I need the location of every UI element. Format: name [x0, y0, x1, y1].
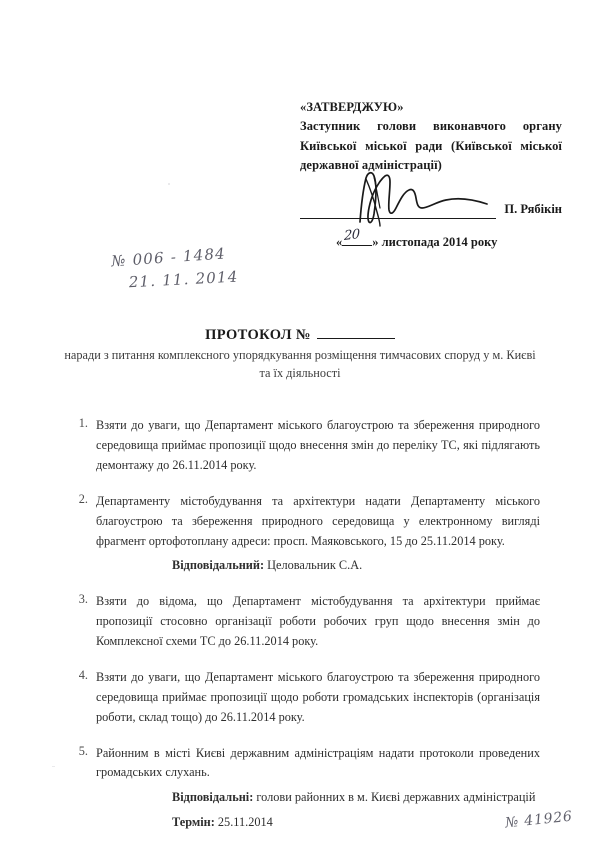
list-item — [72, 592, 540, 652]
handwritten-signature-icon — [330, 170, 545, 228]
handwritten-registration-date: 21. 11. 2014 — [128, 267, 239, 292]
protocol-number-blank — [317, 326, 395, 339]
approval-block — [300, 98, 562, 250]
deadline-value: 25.11.2014 — [217, 815, 273, 830]
approval-line-2: Київської міської ради (Київської міської — [300, 138, 562, 153]
signature-row — [300, 202, 562, 224]
date-quote-close: » — [372, 235, 379, 249]
handwritten-bottom-mark: № 41926 — [504, 808, 574, 832]
approval-line-3: державної адміністрації) — [300, 158, 442, 173]
handwritten-registration-note — [111, 242, 240, 297]
page-subtitle — [60, 347, 540, 383]
list-item-text: Взяти до уваги, що Департамент міського благоустрою та збереження природного середовища приймає пропозиції щодо внесення змін до переліку ТС, які підлягають демонтажу до 26.11.2014 року. — [96, 418, 540, 472]
approval-date-rest: листопада 2014 року — [381, 235, 498, 249]
date-day-slot — [342, 226, 372, 246]
list-item-number: 1. — [78, 416, 88, 430]
date-quote-open: « — [336, 235, 343, 249]
list-item-text: Департаменту містобудування та архітектури надати Департаменту міського благоустрою та збереження природного середовища у електронному вигляді фрагмент ортофотоплану адреси: просп. Маяковського, 15 до 25.11.2014 року. — [96, 493, 540, 548]
handwritten-day: 20 — [344, 226, 360, 245]
protocol-items-list — [72, 416, 540, 849]
list-item-responsible — [96, 556, 540, 576]
list-item — [72, 416, 540, 476]
list-item-number: 2. — [78, 491, 88, 506]
deadline-label: Термін: — [172, 815, 215, 830]
responsible-label: Відповідальний: — [172, 558, 265, 573]
list-item-deadline — [96, 813, 540, 833]
list-item — [72, 744, 540, 833]
responsible-value: Целовальник С.А. — [267, 558, 363, 573]
responsible-value: голови районних в м. Києві державних адміністрацій — [256, 790, 536, 805]
page-title — [0, 326, 600, 344]
list-item-number: 3. — [78, 592, 88, 607]
signature-rule — [300, 218, 496, 219]
responsible-label: Відповідальні: — [172, 790, 254, 805]
approval-date-row — [300, 226, 562, 250]
handwritten-registration-number: № 006 - 1484 — [110, 244, 227, 271]
page-subtitle-line-1: наради з питання комплексного упорядкування розміщення тимчасових споруд у — [64, 348, 490, 362]
approval-line-1: Заступник голови виконавчого органу — [300, 118, 562, 133]
page-subtitle-line-2: м. Києві та їх діяльності — [259, 348, 536, 380]
list-item-responsible — [96, 788, 540, 808]
scan-noise — [52, 766, 55, 767]
list-item-text: Районним в місті Києві державним адміністраціям надати протоколи проведених громадських слухань. — [96, 745, 540, 780]
approval-heading: «ЗАТВЕРДЖУЮ» — [300, 100, 404, 114]
list-item — [72, 668, 540, 728]
page-title-text: ПРОТОКОЛ № — [205, 327, 311, 343]
approval-signatory-name: П. Рябікін — [504, 202, 562, 216]
list-item — [72, 492, 540, 576]
list-item-text: Взяти до відома, що Департамент містобудування та архітектури приймає пропозиції стосовно організації роботи робочих груп щодо внесення змін до Комплексної схеми ТС до 26.11.2014 року. — [96, 594, 540, 648]
list-item-text: Взяти до уваги, що Департамент міського благоустрою та збереження природного середовища приймає пропозиції щодо роботи громадських інспекторів (організація роботи, склад тощо) до 26.11.2014 року. — [96, 669, 540, 724]
list-item-number: 4. — [78, 667, 88, 682]
scan-noise — [168, 183, 170, 185]
list-item-number: 5. — [78, 743, 88, 758]
